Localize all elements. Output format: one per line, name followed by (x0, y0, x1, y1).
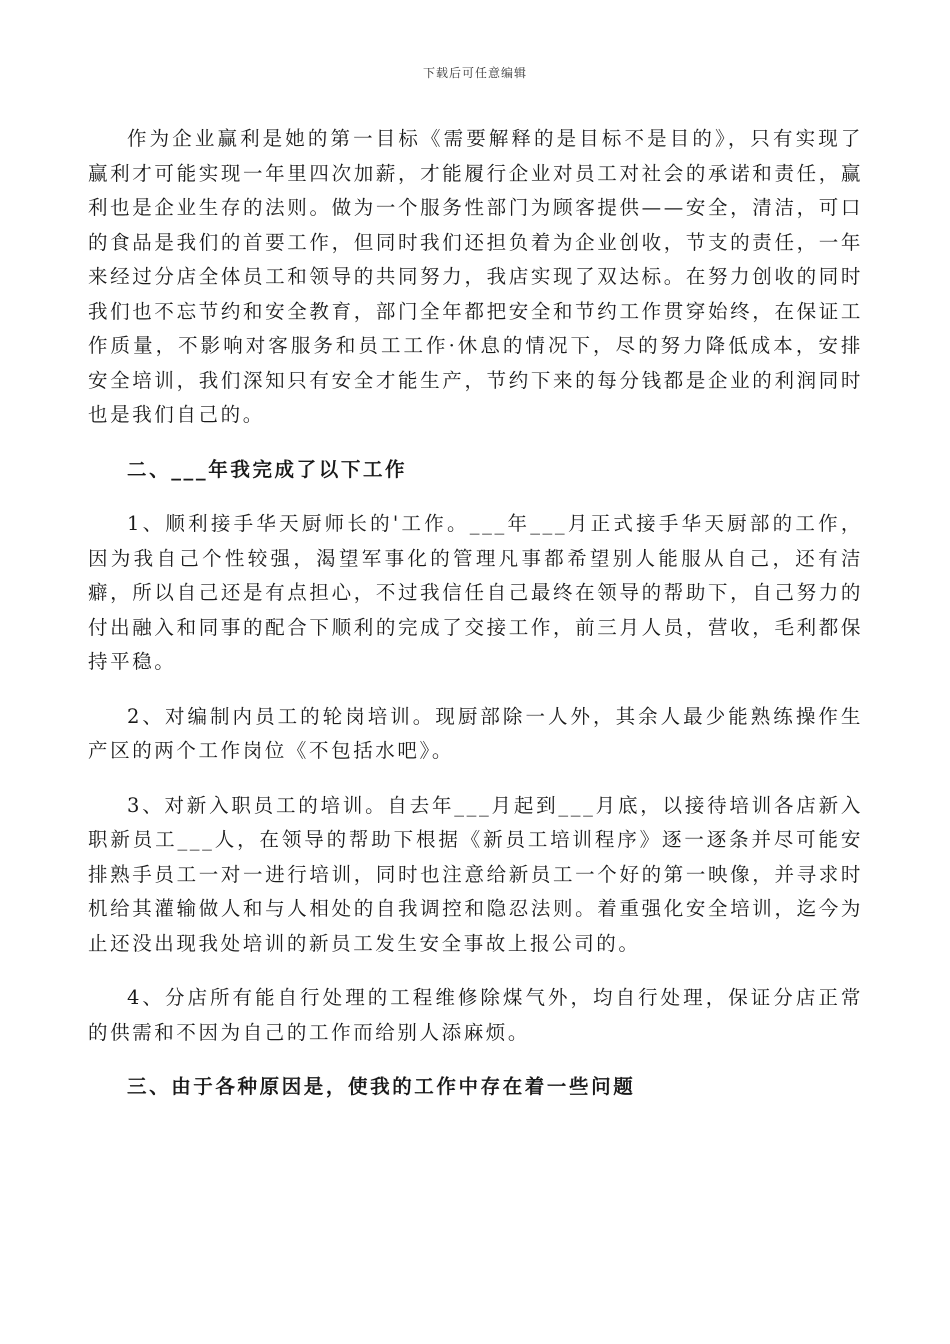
work-item-3: 3、对新入职员工的培训。自去年___月起到___月底，以接待培训各店新入职新员工___人，在领导的帮助下根据《新员工培训程序》逐一逐条并尽可能安排熟手员工一对一进行培训，同时也注意给新员工一个好的第一映像，并寻求时机给其灌输做人和与人相处的自我调控和隐忍法则。着重强化安全培训，迄今为止还没出现我处培训的新员工发生安全事故上报公司的。 (88, 793, 863, 955)
page-header: 下载后可任意编辑 (422, 66, 527, 80)
intro-paragraph: 作为企业赢利是她的第一目标《需要解释的是目标不是目的》，只有实现了赢利才可能实现一年里四次加薪，才能履行企业对员工对社会的承诺和责任，赢利也是企业生存的法则。做为一个服务性部门为顾客提供——安全，清洁，可口的食品是我们的首要工作，但同时我们还担负着为企业创收，节支的责任，一年来经过分店全体员工和领导的共同努力，我店实现了双达标。在努力创收的同时我们也不忘节约和安全教育，部门全年都把安全和节约工作贯穿始终，在保证工作质量，不影响对客服务和员工工作·休息的情况下，尽的努力降低成本，安排安全培训，我们深知只有安全才能生产，节约下来的每分钱都是企业的利润同时也是我们自己的。 (88, 127, 863, 426)
work-item-1: 1、顺利接手华天厨师长的'工作。___年___月正式接手华天厨部的工作，因为我自己个性较强，渴望军事化的管理凡事都希望别人能服从自己，还有洁癖，所以自己还是有点担心，不过我信任自己最终在领导的帮助下，自己努力的付出融入和同事的配合下顺利的完成了交接工作，前三月人员，营收，毛利都保持平稳。 (88, 512, 863, 673)
work-item-2: 2、对编制内员工的轮岗培训。现厨部除一人外，其余人最少能熟练操作生产区的两个工作岗位《不包括水吧》。 (88, 704, 863, 762)
section-two-heading: 二、___年我完成了以下工作 (127, 457, 408, 481)
work-item-4: 4、分店所有能自行处理的工程维修除煤气外，均自行处理，保证分店正常的供需和不因为自己的工作而给别人添麻烦。 (88, 986, 863, 1044)
section-three-heading: 三、由于各种原因是，使我的工作中存在着一些问题 (127, 1075, 636, 1098)
document-body (88, 122, 863, 1125)
